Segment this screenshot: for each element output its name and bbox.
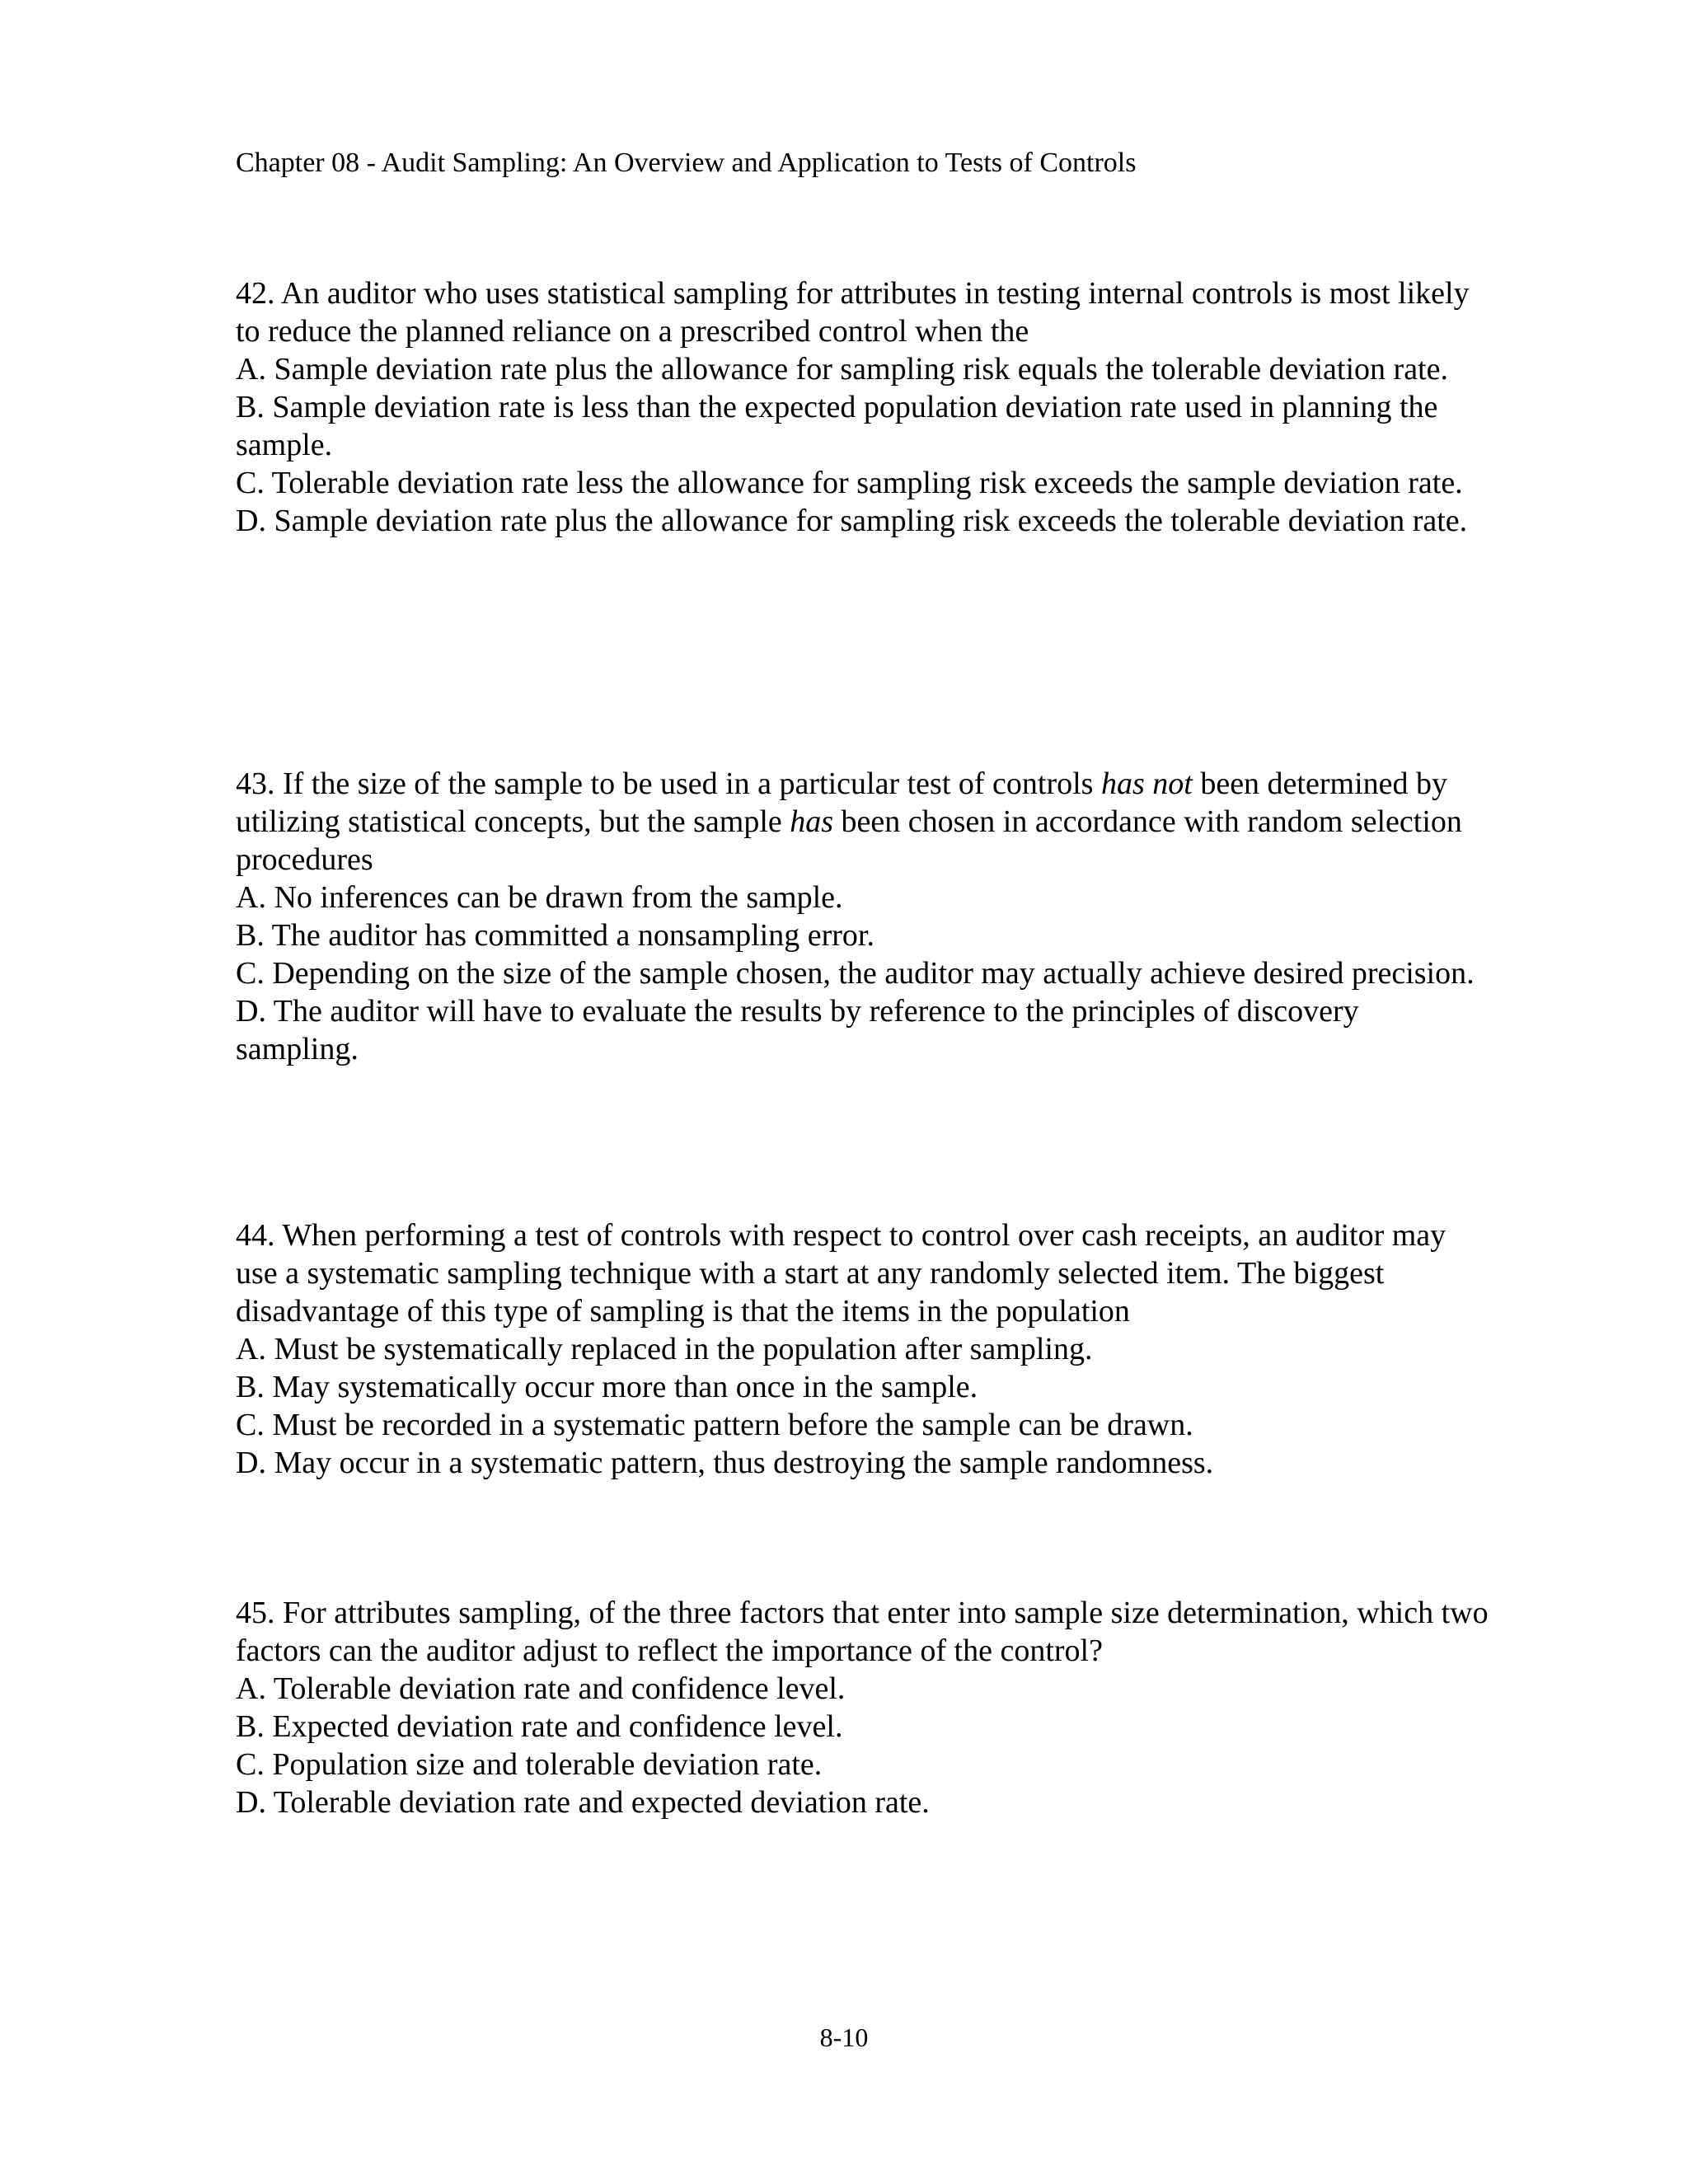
question-44	[236, 1216, 1489, 1482]
question-stem: 45. For attributes sampling, of the three factors that enter into sample size determination, which two factors can the auditor adjust to reflect the importance of the control?	[236, 1596, 1489, 1668]
answer-option-c: C. Tolerable deviation rate less the allowance for sampling risk exceeds the sample deviation rate.	[236, 466, 1463, 500]
running-header: Chapter 08 - Audit Sampling: An Overview and Application to Tests of Controls	[236, 148, 1137, 178]
question-45	[236, 1594, 1489, 1821]
question-stem: 44. When performing a test of controls with respect to control over cash receipts, an auditor may use a systematic sampling technique with a start at any randomly selected item. The biggest disadvantage of this type of sampling is that the items in the population	[236, 1218, 1447, 1329]
answer-option-c: C. Must be recorded in a systematic pattern before the sample can be drawn.	[236, 1408, 1193, 1442]
question-43	[236, 765, 1489, 1068]
question-stem: 42. An auditor who uses statistical sampling for attributes in testing internal controls is most likely to reduce the planned reliance on a prescribed control when the	[236, 276, 1470, 349]
answer-option-a: A. Sample deviation rate plus the allowance for sampling risk equals the tolerable deviation rate.	[236, 352, 1448, 387]
stem-text: been determined by utilizing statistical concepts, but the sample	[236, 766, 1447, 839]
stem-text: been chosen in accordance with random selection procedures	[236, 804, 1462, 877]
page-number: 8-10	[819, 2022, 869, 2052]
stem-emphasis: has	[790, 804, 834, 839]
question-42	[236, 274, 1489, 540]
answer-option-a: A. Must be systematically replaced in the population after sampling.	[236, 1332, 1093, 1366]
answer-option-b: B. May systematically occur more than once in the sample.	[236, 1370, 978, 1404]
answer-option-a: A. Tolerable deviation rate and confidence level.	[236, 1671, 846, 1706]
answer-option-c: C. Population size and tolerable deviation rate.	[236, 1747, 823, 1782]
stem-text: 43. If the size of the sample to be used in a particular test of controls	[236, 766, 1101, 801]
answer-option-b: B. Sample deviation rate is less than the expected population deviation rate used in planning the sample.	[236, 390, 1438, 462]
answer-option-c: C. Depending on the size of the sample chosen, the auditor may actually achieve desired precision.	[236, 956, 1475, 991]
answer-option-b: B. The auditor has committed a nonsampling error.	[236, 918, 874, 953]
stem-emphasis: has not	[1100, 766, 1193, 801]
answer-option-d: D. The auditor will have to evaluate the results by reference to the principles of discovery sampling.	[236, 994, 1359, 1066]
answer-option-d: D. Sample deviation rate plus the allowance for sampling risk exceeds the tolerable deviation rate.	[236, 504, 1468, 538]
answer-option-d: D. Tolerable deviation rate and expected deviation rate.	[236, 1785, 930, 1820]
answer-option-d: D. May occur in a systematic pattern, thus destroying the sample randomness.	[236, 1446, 1214, 1480]
answer-option-b: B. Expected deviation rate and confidence level.	[236, 1709, 843, 1744]
answer-option-a: A. No inferences can be drawn from the sample.	[236, 880, 843, 915]
question-stem	[236, 765, 1489, 879]
